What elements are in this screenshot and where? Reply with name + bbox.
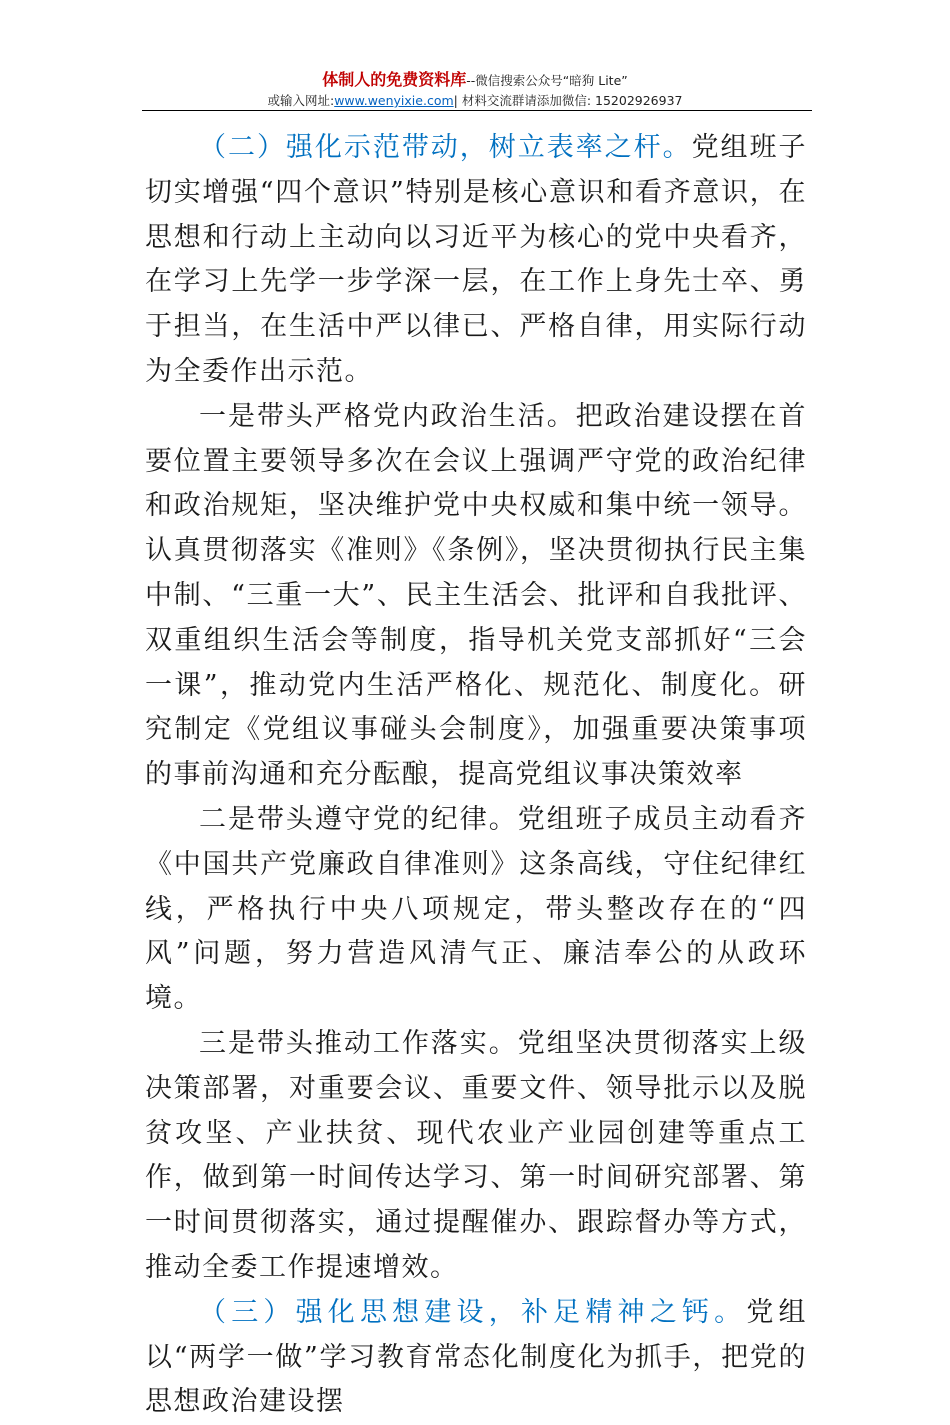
document-header: [0, 70, 950, 110]
url-prefix: 或输入网址:: [267, 93, 335, 108]
paragraph: [145, 798, 807, 1022]
document-body: [145, 126, 807, 1425]
section-heading: （三）强化思想建设，补足精神之钙。: [199, 1296, 747, 1328]
paragraph: [145, 395, 807, 798]
website-link[interactable]: www.wenyixie.com: [334, 93, 454, 108]
paragraph: [145, 1022, 807, 1291]
brand-subtitle: --微信搜索公众号“暗狗 Lite”: [466, 73, 628, 88]
contact-info: | 材料交流群请添加微信: 15202926937: [453, 93, 683, 108]
paragraph: [145, 126, 807, 395]
section-heading: （二）强化示范带动，树立表率之杆。: [199, 132, 692, 163]
paragraph: [145, 1291, 807, 1425]
paragraph-text: 党组以“两学一做”学习教育常态化制度化为抓手，把党的思想政治建设摆: [145, 1296, 808, 1418]
header-divider: [142, 110, 812, 111]
header-brand-line: [0, 70, 950, 91]
paragraph-text: 一是带头严格党内政治生活。把政治建设摆在首要位置主要领导多次在会议上强调严守党的政治纪律和政治规矩，坚决维护党中央权威和集中统一领导。认真贯彻落实《准则》《条例》，坚决贯彻执行民主集中制、“三重一大”、民主生活会、批评和自我批评、双重组织生活会等制度，指导机关党支部抓好“三会一课”，推动党内生活严格化、规范化、制度化。研究制定《党组议事碰头会制度》，加强重要决策事项的事前沟通和充分酝酿，提高党组议事决策效率: [145, 400, 807, 791]
paragraph-text: 党组班子切实增强“四个意识”特别是核心意识和看齐意识，在思想和行动上主动向以习近平为核心的党中央看齐，在学习上先学一步学深一层，在工作上身先士卒、勇于担当，在生活中严以律已、严格自律，用实际行动为全委作出示范。: [145, 132, 808, 387]
header-contact-line: [0, 92, 950, 110]
paragraph-text: 三是带头推动工作落实。党组坚决贯彻落实上级决策部署，对重要会议、重要文件、领导批示以及脱贫攻坚、产业扶贫、现代农业产业园创建等重点工作，做到第一时间传达学习、第一时间研究部署、第一时间贯彻落实，通过提醒催办、跟踪督办等方式，推动全委工作提速增效。: [145, 1027, 807, 1283]
brand-title: 体制人的免费资料库: [322, 70, 467, 89]
paragraph-text: 二是带头遵守党的纪律。党组班子成员主动看齐《中国共产党廉政自律准则》这条高线，守住纪律红线，严格执行中央八项规定，带头整改存在的“四风”问题，努力营造风清气正、廉洁奉公的从政环境。: [145, 803, 807, 1015]
